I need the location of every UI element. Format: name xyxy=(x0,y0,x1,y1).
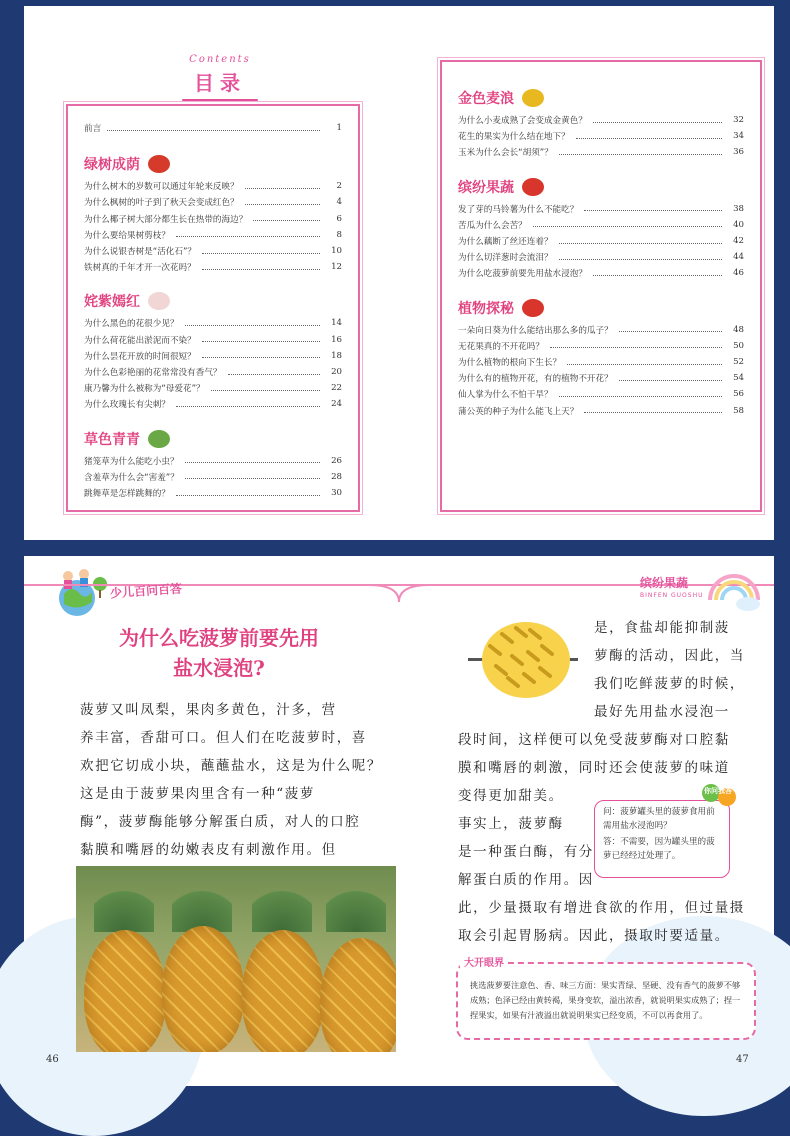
article-title-line1: 为什么吃菠萝前要先用 xyxy=(119,626,319,650)
pineapple xyxy=(162,926,244,1052)
toc-entry[interactable] xyxy=(458,233,744,249)
header-notch xyxy=(369,582,429,604)
toc-entry-question: 苦瓜为什么会苦？ xyxy=(458,220,527,231)
toc-leader-dots xyxy=(245,188,320,189)
toc-section xyxy=(84,150,342,275)
toc-entry[interactable] xyxy=(84,227,342,243)
toc-entry-question: 猪笼草为什么能吃小虫？ xyxy=(84,456,179,467)
toc-leader-dots xyxy=(533,226,722,227)
pineapple-crown xyxy=(94,872,154,932)
toc-entry[interactable] xyxy=(458,322,744,338)
toc-entry-question: 为什么吃菠萝前要先用盐水浸泡？ xyxy=(458,269,587,280)
tip-text: 挑选菠萝要注意色、香、味三方面：果实青绿、坚硬、没有香气的菠萝不够成熟；色泽已经由黄转褐，果身变软，溢出浓香，就说明果实成熟了；捏一捏果实，如果有汁液溢出就说明果实已经变质，不可以再食用了。 xyxy=(470,980,741,1020)
article-text-line: 菠萝又叫凤梨，果肉多黄色，汁多，营 xyxy=(80,702,337,718)
qa-badge-text: 你问我答 xyxy=(704,787,732,795)
toc-entry[interactable] xyxy=(458,338,744,354)
toc-entry-question: 铁树真的千年才开一次花吗？ xyxy=(84,263,196,274)
toc-entry-page: 26 xyxy=(331,455,342,466)
toc-entry-question: 为什么树木的岁数可以通过年轮来反映？ xyxy=(84,182,239,193)
article-right-bottom-text xyxy=(458,894,764,950)
toc-entry[interactable] xyxy=(458,144,744,160)
toc-section-title xyxy=(84,425,342,453)
toc-leader-dots xyxy=(185,478,320,479)
toc-entry-question: 为什么荷花能出淤泥而不染？ xyxy=(84,335,196,346)
article-text-line: 欢把它切成小块，蘸蘸盐水，这是为什么呢？ xyxy=(80,758,382,774)
article-right-mid-text xyxy=(458,810,598,894)
toc-section-title-text: 草色青青 xyxy=(84,431,140,448)
toc-entry[interactable] xyxy=(84,259,342,275)
toc-entry[interactable] xyxy=(458,265,744,281)
article-text-line: 事实上，菠萝酶 xyxy=(458,816,564,832)
toc-entry[interactable] xyxy=(84,485,342,501)
toc-entry-question: 为什么椰子树大部分都生长在热带的海边？ xyxy=(84,214,248,225)
toc-entry-question: 为什么要给果树剪枝？ xyxy=(84,230,170,241)
toc-entry-page: 4 xyxy=(336,197,342,208)
article-text-line: 这是由于菠萝果肉里含有一种“菠萝 xyxy=(80,786,316,802)
toc-entry-page: 44 xyxy=(733,252,744,263)
toc-leader-dots xyxy=(185,462,320,463)
article-text-line: 段时间，这样便可以免受菠萝酶对口腔黏 xyxy=(458,732,730,748)
toc-entry-page: 16 xyxy=(331,334,342,345)
toc-entry[interactable] xyxy=(84,396,342,412)
toc-entry-question: 为什么有的植物开花，有的植物不开花？ xyxy=(458,374,613,385)
toc-leader-dots xyxy=(185,325,320,326)
toc-entry-question: 含羞草为什么会“害羞”？ xyxy=(84,472,179,483)
toc-section xyxy=(84,425,342,502)
toc-section-title xyxy=(458,84,744,112)
toc-leader-dots xyxy=(202,341,320,342)
toc-contents-word: Contents xyxy=(189,54,251,65)
page-number-left: 46 xyxy=(46,1054,59,1065)
article-text-line: 解蛋白质的作用。因 xyxy=(458,872,594,888)
toc-entry[interactable] xyxy=(84,332,342,348)
toc-leader-dots xyxy=(593,122,722,123)
toc-entry-page: 34 xyxy=(733,131,744,142)
toc-entry[interactable] xyxy=(458,217,744,233)
toc-entry[interactable] xyxy=(84,453,342,469)
toc-entry-page: 52 xyxy=(733,357,744,368)
toc-entry-question: 前言 xyxy=(84,124,102,135)
toc-entry[interactable] xyxy=(84,194,342,210)
toc-right-column xyxy=(440,60,762,512)
toc-entry-page: 2 xyxy=(336,181,342,192)
toc-entry-question: 为什么昙花开放的时间很短？ xyxy=(84,351,196,362)
toc-leader-dots xyxy=(593,275,722,276)
toc-entry-page: 58 xyxy=(733,405,744,416)
toc-title: 目录 xyxy=(194,71,246,95)
toc-entry[interactable] xyxy=(84,178,342,194)
toc-entry-question: 发了芽的马铃薯为什么不能吃？ xyxy=(458,204,579,215)
toc-entry[interactable] xyxy=(84,469,342,485)
toc-entry-page: 22 xyxy=(331,383,342,394)
toc-entry-question: 为什么黑色的花很少见？ xyxy=(84,319,179,330)
toc-entry-page: 48 xyxy=(733,324,744,335)
article-text-line: 取会引起胃肠病。因此，摄取时要适量。 xyxy=(458,928,730,944)
toc-leader-dots xyxy=(211,390,320,391)
toc-section xyxy=(458,173,744,282)
toc-entry-question: 为什么色彩艳丽的花常常没有香气？ xyxy=(84,368,222,379)
section-illustration-icon xyxy=(522,299,544,317)
article-right-top-text xyxy=(594,614,764,726)
toc-entry[interactable] xyxy=(458,386,744,402)
toc-entry-page: 42 xyxy=(733,236,744,247)
toc-entry-page: 30 xyxy=(331,488,342,499)
toc-entry-question: 花生的果实为什么结在地下？ xyxy=(458,132,570,143)
toc-entry-page: 10 xyxy=(331,246,342,257)
toc-entry-page: 8 xyxy=(336,229,342,240)
toc-section-title-text: 绿树成荫 xyxy=(84,157,140,174)
article-text-line: 酶”，菠萝酶能够分解蛋白质，对人的口腔 xyxy=(80,814,361,830)
article-text-line: 最好先用盐水浸泡一 xyxy=(594,704,730,720)
article-text-line: 养丰富，香甜可口。但人们在吃菠萝时，喜 xyxy=(80,730,367,746)
toc-leader-dots xyxy=(550,347,722,348)
toc-entry-page: 12 xyxy=(331,262,342,273)
toc-entry[interactable] xyxy=(84,120,342,136)
toc-entry[interactable] xyxy=(458,249,744,265)
toc-entry[interactable] xyxy=(84,315,342,331)
toc-section xyxy=(458,84,744,161)
toc-entry[interactable] xyxy=(458,403,744,419)
toc-entry-question: 为什么藕断了丝还连着？ xyxy=(458,237,553,248)
article-text-line: 是一种蛋白酶，有分 xyxy=(458,844,594,860)
toc-entry-question: 为什么植物的根向下生长？ xyxy=(458,358,562,369)
series-title: 少儿百问百答 xyxy=(109,581,183,601)
pineapple-crown xyxy=(326,872,386,932)
article-text-line: 萝酶的活动，因此，当 xyxy=(594,648,745,664)
toc-entry-question: 康乃馨为什么被称为“母爱花”？ xyxy=(84,384,205,395)
toc-section-title xyxy=(458,294,744,322)
toc-entry-page: 40 xyxy=(733,219,744,230)
toc-leader-dots xyxy=(176,406,320,407)
toc-entry-question: 为什么说银杏树是“活化石”？ xyxy=(84,247,197,258)
article-text-line: 此，少量摄取有增进食欲的作用，但过量摄 xyxy=(458,900,745,916)
toc-leader-dots xyxy=(202,269,320,270)
toc-page xyxy=(24,6,774,540)
section-illustration-icon xyxy=(522,178,544,196)
article-text-line: 是，食盐却能抑制菠 xyxy=(594,620,730,636)
pineapple-crown xyxy=(252,872,312,932)
toc-section xyxy=(84,287,342,412)
toc-entry[interactable] xyxy=(458,128,744,144)
toc-leader-dots xyxy=(584,412,722,413)
peeled-pineapple-image xyxy=(468,616,578,708)
section-illustration-icon xyxy=(148,155,170,173)
toc-entry-page: 38 xyxy=(733,203,744,214)
toc-entry-question: 玉米为什么会长“胡须”？ xyxy=(458,148,553,159)
toc-section xyxy=(458,294,744,419)
toc-entry-page: 1 xyxy=(336,123,342,134)
toc-entry-question: 为什么玫瑰长有尖刺？ xyxy=(84,400,170,411)
toc-leader-dots xyxy=(245,204,320,205)
toc-entry[interactable] xyxy=(84,348,342,364)
toc-entry-question: 蒲公英的种子为什么能飞上天？ xyxy=(458,406,579,417)
toc-entry-question: 为什么枫树的叶子到了秋天会变成红色？ xyxy=(84,198,239,209)
rainbow-cloud-icon xyxy=(704,566,764,616)
toc-entry-page: 32 xyxy=(733,115,744,126)
toc-leader-dots xyxy=(559,259,722,260)
pineapple-crown xyxy=(172,872,232,932)
toc-leader-dots xyxy=(202,357,320,358)
toc-entry-page: 20 xyxy=(331,367,342,378)
toc-leader-dots xyxy=(228,374,320,375)
section-illustration-icon xyxy=(522,89,544,107)
toc-leader-dots xyxy=(559,154,722,155)
toc-section-title xyxy=(84,287,342,315)
toc-entry-page: 6 xyxy=(336,213,342,224)
pineapple xyxy=(320,938,396,1052)
globe-kids-icon xyxy=(44,564,110,618)
toc-title-underline xyxy=(182,99,258,101)
toc-entry-page: 50 xyxy=(733,340,744,351)
toc-entry[interactable] xyxy=(84,211,342,227)
toc-leader-dots xyxy=(559,396,722,397)
qa-question: 问：菠萝罐头里的菠萝食用前需用盐水浸泡吗？ xyxy=(603,807,715,831)
pineapple xyxy=(242,930,324,1052)
toc-leader-dots xyxy=(202,253,320,254)
article-text-line: 黏膜和嘴唇的幼嫩表皮有刺激作用。但 xyxy=(80,842,337,858)
toc-section-title-text: 缤纷果蔬 xyxy=(458,179,514,196)
article-left-text xyxy=(80,696,400,864)
toc-entry-page: 18 xyxy=(331,350,342,361)
toc-leader-dots xyxy=(253,220,320,221)
article-title-line2: 盐水浸泡? xyxy=(173,656,265,680)
toc-section-title xyxy=(84,150,342,178)
toc-leader-dots xyxy=(176,495,320,496)
toc-entry-question: 无花果真的不开花吗？ xyxy=(458,341,544,352)
toc-section-title-text: 植物探秘 xyxy=(458,300,514,317)
toc-leader-dots xyxy=(619,380,722,381)
pineapples-photo xyxy=(76,866,396,1052)
toc-entry-question: 一朵向日葵为什么能结出那么多的瓜子？ xyxy=(458,325,613,336)
article-text-line: 变得更加甜美。 xyxy=(458,788,564,804)
toc-entry-question: 跳舞草是怎样跳舞的？ xyxy=(84,489,170,500)
toc-leader-dots xyxy=(567,364,722,365)
toc-entry[interactable] xyxy=(458,112,744,128)
toc-left-column xyxy=(66,104,360,512)
toc-entry[interactable] xyxy=(458,370,744,386)
toc-entry-page: 14 xyxy=(331,318,342,329)
toc-title-block xyxy=(172,54,268,101)
toc-section-title-text: 金色麦浪 xyxy=(458,91,514,107)
toc-entry-page: 24 xyxy=(331,399,342,410)
toc-section-title-text: 姹紫嫣红 xyxy=(84,294,140,311)
toc-entry-page: 36 xyxy=(733,147,744,158)
toc-leader-dots xyxy=(576,138,722,139)
article-page xyxy=(24,556,774,1086)
toc-leader-dots xyxy=(584,210,722,211)
pineapple xyxy=(84,930,166,1052)
article-text-line: 我们吃鲜菠萝的时候， xyxy=(594,676,745,692)
tip-box xyxy=(456,962,756,1040)
toc-entry-page: 28 xyxy=(331,471,342,482)
toc-entry[interactable] xyxy=(84,380,342,396)
toc-entry[interactable] xyxy=(458,201,744,217)
toc-leader-dots xyxy=(107,130,320,131)
qa-answer: 答：不需要，因为罐头里的菠萝已经经过处理了。 xyxy=(603,837,715,861)
page-number-right: 47 xyxy=(736,1054,749,1065)
toc-entry-question: 仙人掌为什么不怕干旱？ xyxy=(458,390,553,401)
article-text-line: 膜和嘴唇的刺激，同时还会使菠萝的味道 xyxy=(458,760,730,776)
toc-section-title xyxy=(458,173,744,201)
toc-entry-page: 56 xyxy=(733,389,744,400)
section-tag-pinyin: BINFEN GUOSHU xyxy=(640,592,704,599)
toc-entry-question: 为什么切洋葱时会流泪？ xyxy=(458,253,553,264)
section-tag: 缤纷果蔬 xyxy=(640,576,689,590)
toc-entry[interactable] xyxy=(458,354,744,370)
toc-entry-question: 为什么小麦成熟了会变成金黄色？ xyxy=(458,116,587,127)
toc-entry-page: 46 xyxy=(733,268,744,279)
toc-leader-dots xyxy=(176,236,320,237)
section-illustration-icon xyxy=(148,292,170,310)
toc-entry[interactable] xyxy=(84,364,342,380)
tip-label: 大开眼界 xyxy=(460,954,508,969)
toc-leader-dots xyxy=(559,243,722,244)
section-illustration-icon xyxy=(148,430,170,448)
qa-badge xyxy=(702,784,738,814)
toc-leader-dots xyxy=(619,331,722,332)
toc-entry[interactable] xyxy=(84,243,342,259)
toc-front-matter xyxy=(84,120,342,136)
toc-entry-page: 54 xyxy=(733,373,744,384)
